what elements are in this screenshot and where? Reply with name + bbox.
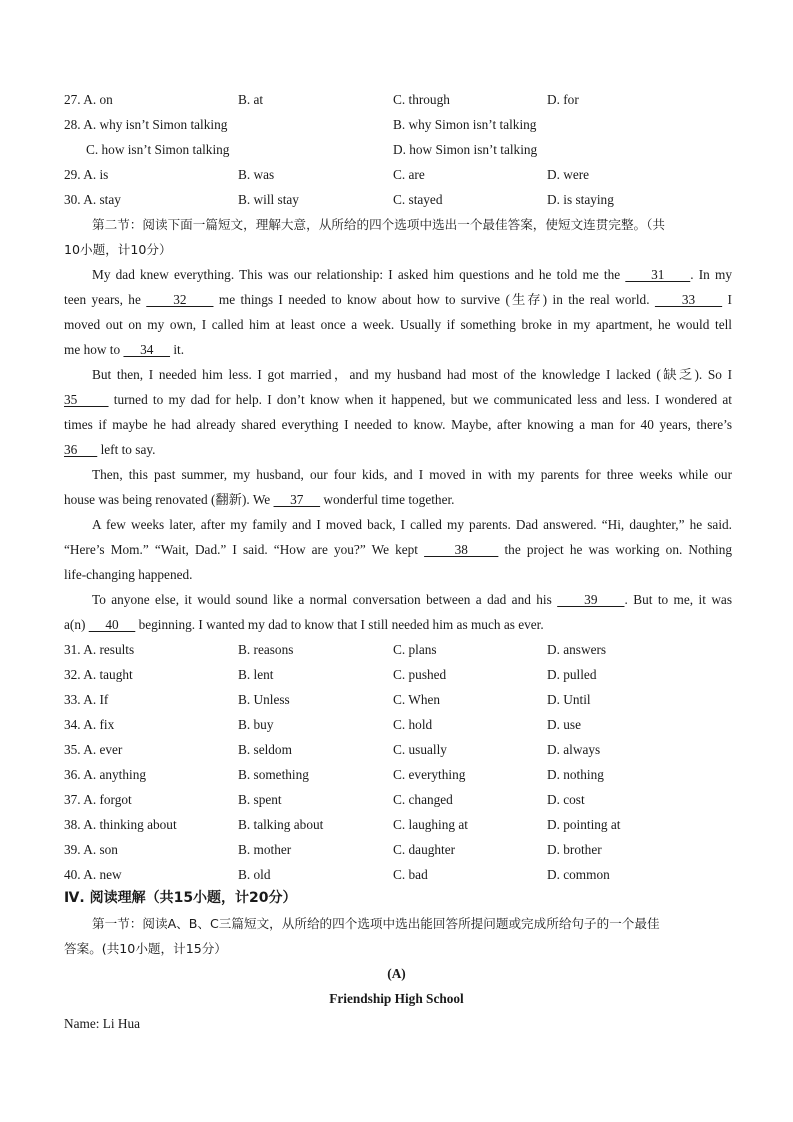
passage-line: times if maybe he had already shared everything I needed to know. Maybe, after knowing a man for 40 years, there’s: [64, 417, 732, 432]
question-31-options: [64, 637, 732, 662]
option-b: B. Unless: [238, 692, 290, 707]
passage-text: house was being renovated (翻新). We: [64, 492, 274, 507]
option-d: D. nothing: [547, 767, 604, 782]
question-36-options: [64, 762, 732, 787]
passage-text: left to say.: [97, 442, 156, 457]
option-d: D. were: [547, 167, 590, 182]
option-d: D. always: [547, 742, 601, 757]
passage-line: [64, 337, 732, 362]
option-d: D. common: [547, 867, 610, 882]
passage-line: [64, 387, 732, 412]
option-d: D. use: [547, 717, 581, 732]
passage-text: me how to: [64, 342, 124, 357]
part-4-instructions: 第一节：阅读A、B、C三篇短文，从所给的四个选项中选出能回答所提问题或完成所给句子的一个最佳: [92, 916, 660, 931]
blank-38: 38: [424, 542, 499, 557]
blank-39: 39: [557, 592, 625, 607]
passage-text: me things I needed to know about how to survive (生存) in the real world.: [213, 292, 655, 307]
option-a: 39. A. son: [64, 842, 118, 857]
option-a: 31. A. results: [64, 642, 135, 657]
option-c: C. plans: [393, 642, 437, 657]
question-29-options: [64, 162, 732, 187]
passage-text: beginning. I wanted my dad to know that I still needed him as much as ever.: [135, 617, 544, 632]
passage-line: [64, 612, 732, 637]
passage-text: a(n): [64, 617, 89, 632]
passage-line: [64, 287, 732, 312]
question-39-options: [64, 837, 732, 862]
question-33-options: [64, 687, 732, 712]
option-b: B. something: [238, 767, 309, 782]
option-c: C. usually: [393, 742, 447, 757]
option-d: D. how Simon isn’t talking: [393, 142, 538, 157]
option-b: B. mother: [238, 842, 292, 857]
question-34-options: [64, 712, 732, 737]
option-c: C. daughter: [393, 842, 456, 857]
option-b: B. old: [238, 867, 271, 882]
option-b: B. lent: [238, 667, 274, 682]
option-d: D. cost: [547, 792, 585, 807]
section-2-instructions-cont: 10小题，计10分）: [64, 242, 172, 257]
passage-line: [64, 537, 732, 562]
passage-text: . In my: [690, 267, 732, 282]
option-a: 36. A. anything: [64, 767, 146, 782]
option-a: 38. A. thinking about: [64, 817, 177, 832]
question-30-options: [64, 187, 732, 212]
passage-line: A few weeks later, after my family and I moved back, I called my parents. Dad answered. “Hi, daughter,” he said.: [92, 517, 732, 532]
option-a: 27. A. on: [64, 92, 113, 107]
passage-title: Friendship High School: [329, 991, 464, 1006]
option-c: C. When: [393, 692, 441, 707]
option-a: 37. A. forgot: [64, 792, 132, 807]
passage-text: teen years, he: [64, 292, 147, 307]
option-d: D. for: [547, 92, 579, 107]
option-d: D. pointing at: [547, 817, 621, 832]
option-a: 34. A. fix: [64, 717, 115, 732]
option-b: B. buy: [238, 717, 274, 732]
passage-line: [64, 487, 732, 512]
option-a: 29. A. is: [64, 167, 109, 182]
section-2-instructions: 第二节：阅读下面一篇短文，理解大意，从所给的四个选项中选出一个最佳答案，使短文连贯完整。（共: [92, 217, 666, 232]
option-a: 32. A. taught: [64, 667, 133, 682]
question-38-options: [64, 812, 732, 837]
option-d: D. is staying: [547, 192, 614, 207]
question-40-options: [64, 862, 732, 887]
question-32-options: [64, 662, 732, 687]
passage-text: it.: [170, 342, 185, 357]
passage-text: turned to my dad for help. I don’t know when it happened, but we communicated less and less. I wondered at: [108, 392, 733, 407]
option-a: 28. A. why isn’t Simon talking: [64, 117, 228, 132]
option-c: C. through: [393, 92, 450, 107]
part-4-heading: Ⅳ. 阅读理解（共15小题，计20分）: [64, 890, 297, 906]
option-b: B. talking about: [238, 817, 324, 832]
passage-line: [64, 437, 732, 462]
passage-line: [92, 587, 732, 612]
option-c: C. stayed: [393, 192, 443, 207]
question-28-options-row2: [64, 137, 732, 162]
passage-line: life-changing happened.: [64, 567, 193, 582]
passage-label: (A): [387, 966, 406, 981]
option-d: D. answers: [547, 642, 607, 657]
passage-text: the project he was working on. Nothing: [498, 542, 732, 557]
question-35-options: [64, 737, 732, 762]
blank-34: 34: [123, 342, 171, 357]
passage-text: “Here’s Mom.” “Wait, Dad.” I said. “How are you?” We kept: [64, 542, 425, 557]
blank-33: 33: [654, 292, 723, 307]
blank-32: 32: [146, 292, 214, 307]
name-line: Name: Li Hua: [64, 1016, 141, 1031]
option-c: C. pushed: [393, 667, 447, 682]
option-b: B. at: [238, 92, 264, 107]
blank-35: 35: [64, 392, 109, 407]
passage-line: But then, I needed him less. I got married，and my husband had most of the knowledge I lacked (缺乏). So I: [92, 367, 732, 382]
passage-text: I: [722, 292, 732, 307]
passage-text: . But to me, it was: [624, 592, 732, 607]
part-4-instructions-cont: 答案。(共10小题，计15分）: [64, 941, 227, 956]
option-a: 40. A. new: [64, 867, 122, 882]
option-b: B. will stay: [238, 192, 299, 207]
option-c: C. changed: [393, 792, 453, 807]
option-a: 33. A. If: [64, 692, 109, 707]
blank-31: 31: [625, 267, 691, 282]
question-27-options: [64, 87, 732, 112]
option-b: B. why Simon isn’t talking: [393, 117, 537, 132]
question-28-options-row1: [64, 112, 732, 137]
blank-36: 36: [64, 442, 98, 457]
option-a: 30. A. stay: [64, 192, 121, 207]
passage-line: Then, this past summer, my husband, our four kids, and I moved in with my parents for three weeks while our: [92, 467, 732, 482]
passage-text: wonderful time together.: [320, 492, 455, 507]
blank-40: 40: [88, 617, 136, 632]
option-b: B. reasons: [238, 642, 294, 657]
blank-37: 37: [273, 492, 321, 507]
option-c: C. are: [393, 167, 425, 182]
option-c: C. everything: [393, 767, 466, 782]
option-d: D. brother: [547, 842, 602, 857]
option-c: C. laughing at: [393, 817, 468, 832]
option-c: C. bad: [393, 867, 428, 882]
option-c: C. hold: [393, 717, 433, 732]
option-d: D. pulled: [547, 667, 597, 682]
option-b: B. spent: [238, 792, 282, 807]
option-a: 35. A. ever: [64, 742, 123, 757]
passage-text: To anyone else, it would sound like a normal conversation between a dad and his: [92, 592, 558, 607]
option-b: B. was: [238, 167, 275, 182]
passage-text: My dad knew everything. This was our relationship: I asked him questions and he told me the: [92, 267, 626, 282]
option-c: C. how isn’t Simon talking: [86, 142, 230, 157]
option-b: B. seldom: [238, 742, 292, 757]
passage-line: moved out on my own, I called him at least once a week. Usually if something broke in my apartment, he would tell: [64, 317, 732, 332]
option-d: D. Until: [547, 692, 591, 707]
passage-line: [92, 262, 732, 287]
question-37-options: [64, 787, 732, 812]
